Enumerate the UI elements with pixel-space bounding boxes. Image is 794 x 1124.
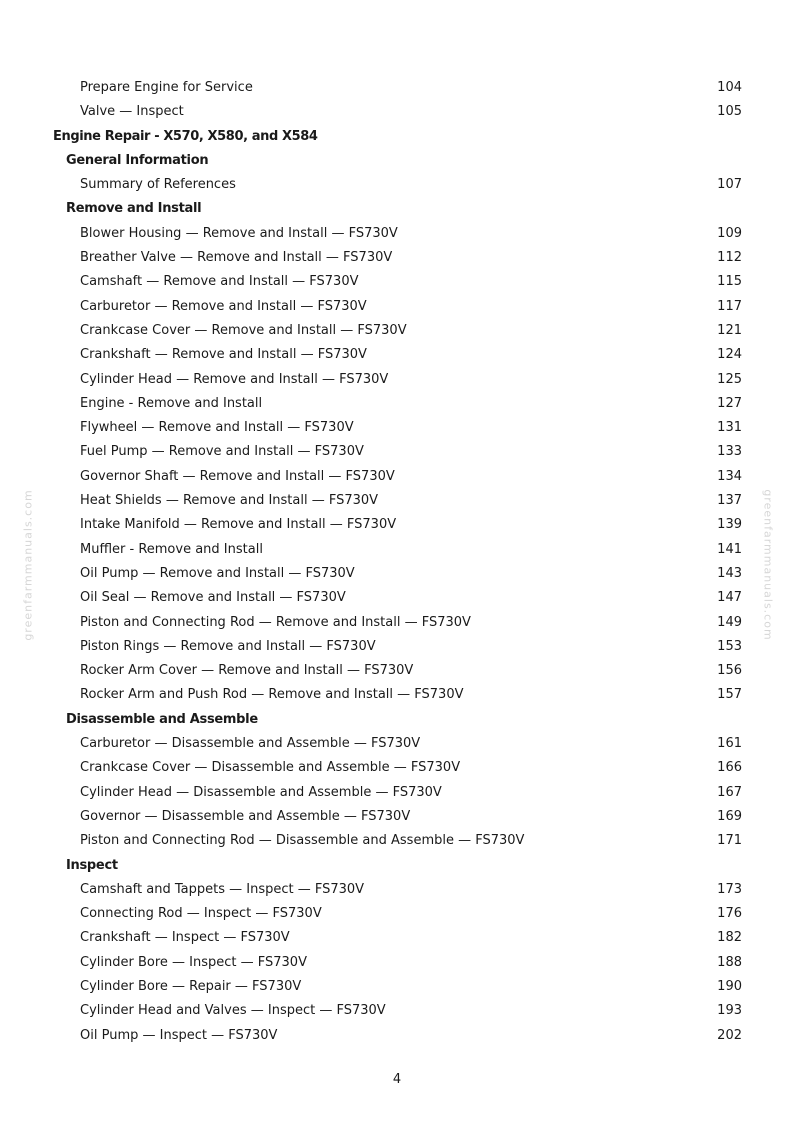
toc-page-number: 169: [717, 808, 742, 824]
toc-entry[interactable]: [0, 683, 794, 707]
toc-page-number: 176: [717, 906, 742, 922]
toc-entry-title: Governor — Disassemble and Assemble — FS730V: [80, 808, 411, 824]
toc-page-number: 104: [717, 80, 742, 95]
toc-entry[interactable]: [0, 732, 794, 756]
toc-entry[interactable]: [0, 975, 794, 999]
toc-page-number: 131: [717, 420, 742, 436]
toc-entry[interactable]: [0, 756, 794, 780]
toc-page-number: 173: [717, 881, 742, 897]
toc-entry[interactable]: [0, 489, 794, 513]
toc-entry-title: Oil Seal — Remove and Install — FS730V: [80, 590, 346, 606]
toc-entry[interactable]: [0, 392, 794, 416]
toc-entry-title: Cylinder Head — Remove and Install — FS730V: [80, 371, 389, 387]
table-of-contents: [0, 76, 794, 1048]
toc-entry-title: Camshaft — Remove and Install — FS730V: [80, 274, 359, 290]
toc-page-number: 109: [717, 225, 742, 241]
toc-entry[interactable]: [0, 246, 794, 270]
toc-section: [0, 197, 794, 221]
watermark-left-text: greenfarmmanuals.com: [21, 489, 35, 641]
watermark-right-text: greenfarmmanuals.com: [761, 489, 775, 641]
toc-entry-title: Camshaft and Tappets — Inspect — FS730V: [80, 881, 365, 897]
toc-entry[interactable]: [0, 222, 794, 246]
toc-page-number: 134: [717, 468, 742, 484]
toc-page-number: 188: [717, 954, 742, 970]
toc-entry-title: Cylinder Head — Disassemble and Assemble — FS730V: [80, 784, 442, 800]
toc-section-title: Remove and Install: [66, 201, 202, 217]
toc-page-number: 147: [717, 590, 742, 606]
toc-page-number: 182: [717, 930, 742, 946]
toc-entry[interactable]: [0, 513, 794, 537]
toc-entry[interactable]: [0, 295, 794, 319]
toc-entry[interactable]: [0, 343, 794, 367]
toc-entry-title: Intake Manifold — Remove and Install — FS730V: [80, 517, 397, 533]
toc-page-number: 115: [717, 274, 742, 290]
toc-entry-title: Rocker Arm and Push Rod — Remove and Install — FS730V: [80, 687, 464, 703]
toc-page-number: 112: [717, 250, 742, 266]
toc-page-number: 107: [717, 177, 742, 193]
toc-entry-title: Connecting Rod — Inspect — FS730V: [80, 906, 322, 922]
toc-entry-title: Crankshaft — Remove and Install — FS730V: [80, 347, 367, 363]
toc-entry[interactable]: [0, 781, 794, 805]
toc-section: [0, 708, 794, 732]
toc-entry[interactable]: [0, 173, 794, 197]
toc-entry[interactable]: [0, 659, 794, 683]
toc-entry[interactable]: [0, 76, 794, 100]
toc-entry[interactable]: [0, 270, 794, 294]
toc-entry-title: Piston Rings — Remove and Install — FS730V: [80, 638, 376, 654]
toc-page-number: 133: [717, 444, 742, 460]
toc-entry[interactable]: [0, 926, 794, 950]
toc-page-number: 202: [717, 1027, 742, 1043]
toc-page-number: 161: [717, 736, 742, 752]
toc-page-number: 143: [717, 565, 742, 581]
toc-page-number: 166: [717, 760, 742, 776]
toc-page-number: 167: [717, 784, 742, 800]
toc-entry-title: Heat Shields — Remove and Install — FS730V: [80, 493, 379, 509]
toc-entry-title: Blower Housing — Remove and Install — FS730V: [80, 225, 398, 241]
toc-entry-title: Carburetor — Disassemble and Assemble — FS730V: [80, 736, 421, 752]
toc-entry[interactable]: [0, 319, 794, 343]
toc-page-number: 121: [717, 322, 742, 338]
toc-page-number: 153: [717, 638, 742, 654]
toc-page-number: 193: [717, 1003, 742, 1019]
toc-entry-title: Oil Pump — Remove and Install — FS730V: [80, 565, 355, 581]
toc-entry-title: Cylinder Bore — Inspect — FS730V: [80, 954, 307, 970]
toc-entry[interactable]: [0, 611, 794, 635]
toc-entry-title: Summary of References: [80, 177, 236, 193]
toc-entry[interactable]: [0, 878, 794, 902]
toc-entry[interactable]: [0, 805, 794, 829]
toc-entry[interactable]: [0, 465, 794, 489]
toc-section-title: General Information: [66, 152, 209, 168]
toc-page-number: 137: [717, 493, 742, 509]
toc-entry-title: Crankcase Cover — Remove and Install — FS730V: [80, 322, 407, 338]
toc-entry-title: Governor Shaft — Remove and Install — FS730V: [80, 468, 395, 484]
toc-entry-title: Rocker Arm Cover — Remove and Install — FS730V: [80, 663, 414, 679]
toc-entry-title: Crankshaft — Inspect — FS730V: [80, 930, 290, 946]
toc-chapter: [0, 125, 794, 149]
toc-entry[interactable]: [0, 902, 794, 926]
toc-page-number: 117: [717, 298, 742, 314]
toc-page-number: 190: [717, 978, 742, 994]
toc-entry-title: Oil Pump — Inspect — FS730V: [80, 1027, 278, 1043]
toc-page-number: 127: [717, 395, 742, 411]
toc-entry-title: Fuel Pump — Remove and Install — FS730V: [80, 444, 364, 460]
toc-entry-title: Cylinder Bore — Repair — FS730V: [80, 978, 302, 994]
toc-page-number: 125: [717, 371, 742, 387]
toc-page-number: 157: [717, 687, 742, 703]
toc-entry[interactable]: [0, 951, 794, 975]
toc-entry[interactable]: [0, 440, 794, 464]
toc-entry[interactable]: [0, 368, 794, 392]
toc-entry-title: Valve — Inspect: [80, 104, 184, 120]
toc-entry-title: Breather Valve — Remove and Install — FS730V: [80, 250, 393, 266]
toc-entry-title: Engine - Remove and Install: [80, 395, 263, 411]
toc-entry-title: Cylinder Head and Valves — Inspect — FS730V: [80, 1003, 386, 1019]
toc-page-number: 156: [717, 663, 742, 679]
toc-entry-title: Flywheel — Remove and Install — FS730V: [80, 420, 354, 436]
toc-entry-title: Piston and Connecting Rod — Remove and Install — FS730V: [80, 614, 471, 630]
toc-page-number: 124: [717, 347, 742, 363]
toc-entry[interactable]: [0, 416, 794, 440]
toc-chapter-title: Engine Repair - X570, X580, and X584: [53, 128, 318, 144]
toc-section-title: Inspect: [66, 857, 118, 873]
toc-section-title: Disassemble and Assemble: [66, 711, 258, 727]
toc-section: [0, 854, 794, 878]
toc-entry[interactable]: [0, 586, 794, 610]
toc-page-number: 149: [717, 614, 742, 630]
toc-entry[interactable]: [0, 829, 794, 853]
toc-entry[interactable]: [0, 999, 794, 1023]
toc-entry[interactable]: [0, 635, 794, 659]
toc-page-number: 171: [717, 833, 742, 849]
toc-entry[interactable]: [0, 538, 794, 562]
toc-page-number: 141: [717, 541, 742, 557]
toc-page-number: 139: [717, 517, 742, 533]
toc-entry-title: Carburetor — Remove and Install — FS730V: [80, 298, 367, 314]
toc-entry[interactable]: [0, 100, 794, 124]
toc-entry-title: Piston and Connecting Rod — Disassemble and Assemble — FS730V: [80, 833, 525, 849]
page-number: 4: [392, 1072, 402, 1087]
toc-entry-title: Prepare Engine for Service: [80, 80, 253, 95]
toc-entry[interactable]: [0, 562, 794, 586]
toc-entry-title: Muffler - Remove and Install: [80, 541, 263, 557]
toc-page-number: 105: [717, 104, 742, 120]
toc-entry[interactable]: [0, 1024, 794, 1048]
toc-entry-title: Crankcase Cover — Disassemble and Assemble — FS730V: [80, 760, 461, 776]
toc-section: [0, 149, 794, 173]
